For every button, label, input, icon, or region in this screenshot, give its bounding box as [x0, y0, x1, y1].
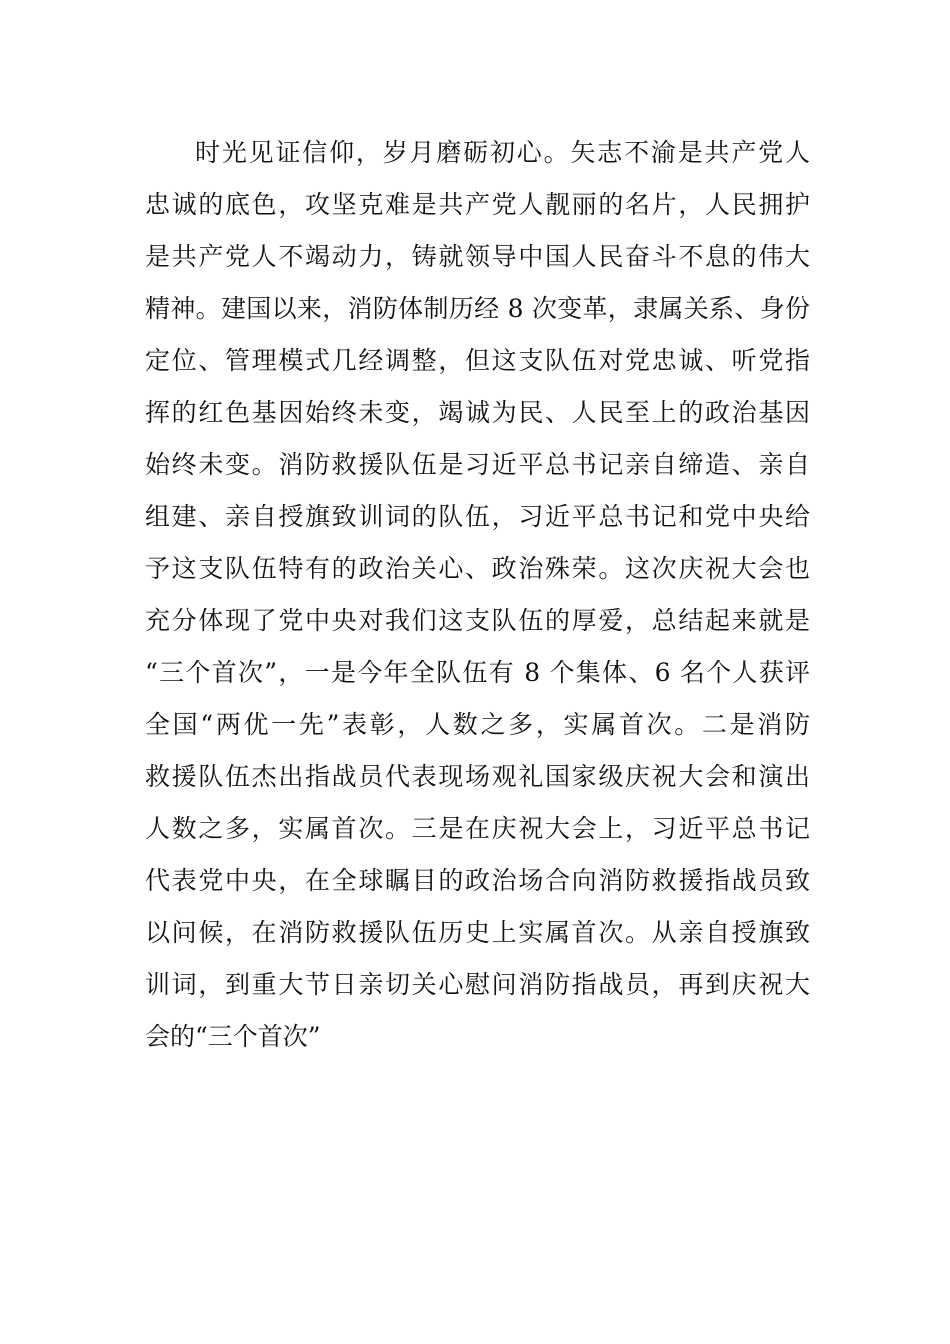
paragraph-line: 人数之多，实属首次。三是在庆祝大会上，习近平总书记 — [145, 814, 810, 843]
paragraph-line: 时光见证信仰，岁月磨砺初心。矢志不渝是共产党人 — [195, 138, 810, 167]
paragraph-line: 会的“三个首次” — [145, 1022, 321, 1051]
paragraph-line: 是共产党人不竭动力，铸就领导中国人民奋斗不息的伟大 — [145, 242, 810, 271]
paragraph-line: 始终未变。消防救援队伍是习近平总书记亲自缔造、亲自 — [145, 450, 810, 479]
paragraph-line: 全国“两优一先”表彰，人数之多，实属首次。二是消防 — [145, 710, 810, 739]
paragraph-line: 忠诚的底色，攻坚克难是共产党人靓丽的名片，人民拥护 — [145, 190, 810, 219]
paragraph-line: 训词，到重大节日亲切关心慰问消防指战员，再到庆祝大 — [145, 970, 810, 999]
paragraph-line: 挥的红色基因始终未变，竭诚为民、人民至上的政治基因 — [145, 398, 810, 427]
paragraph-line: 组建、亲自授旗致训词的队伍，习近平总书记和党中央给 — [145, 502, 810, 531]
paragraph-line: 救援队伍杰出指战员代表现场观礼国家级庆祝大会和演出 — [145, 762, 810, 791]
paragraph-line: 定位、管理模式几经调整，但这支队伍对党忠诚、听党指 — [145, 346, 810, 375]
paragraph-line: 代表党中央，在全球瞩目的政治场合向消防救援指战员致 — [145, 866, 810, 895]
paragraph-line: 精神。建国以来，消防体制历经 8 次变革，隶属关系、身份 — [145, 294, 810, 323]
paragraph-line: 充分体现了党中央对我们这支队伍的厚爱，总结起来就是 — [145, 606, 810, 635]
paragraph-line: 予这支队伍特有的政治关心、政治殊荣。这次庆祝大会也 — [145, 554, 810, 583]
paragraph-line: 以问候，在消防救援队伍历史上实属首次。从亲自授旗致 — [145, 918, 810, 947]
paragraph-line: “三个首次”，一是今年全队伍有 8 个集体、6 名个人获评 — [145, 658, 810, 687]
body-paragraph — [145, 131, 810, 1067]
